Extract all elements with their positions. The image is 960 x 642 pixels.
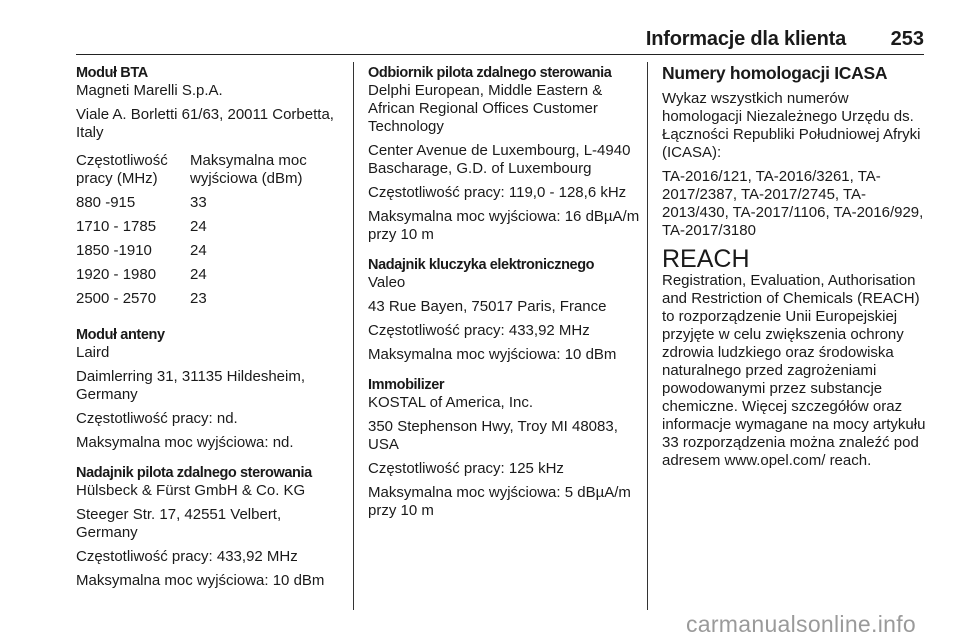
operating-frequency: Częstotliwość pracy: nd. xyxy=(76,410,238,427)
table-row xyxy=(76,266,346,290)
table-row xyxy=(76,194,346,218)
reach-text: Registration, Evaluation, Authorisation and Restriction of Chemicals (REACH) to rozporządzenie Unii Europejskiej przyjęte w celu zwiększenia ochrony zdrowia ludzkiego oraz środowiska naturalnego przed zagrożeniami powodowanymi przez substancje chemiczne. Więcej szczegółów oraz informacje wymagane na mocy artykułu 33 rozporządzenia można znaleźć pod adresem www.opel.com/ reach. xyxy=(662,272,926,469)
company-address: 43 Rue Bayen, 75017 Paris, France xyxy=(368,298,607,315)
section-bta-module xyxy=(76,64,346,314)
section-heading: Immobilizer xyxy=(368,377,445,393)
table-cell: 24 xyxy=(190,218,207,235)
table-header-row xyxy=(76,152,346,194)
table-cell: 33 xyxy=(190,194,207,211)
column-divider-2 xyxy=(647,62,648,610)
table-cell: 23 xyxy=(190,290,207,307)
operating-frequency: Częstotliwość pracy: 433,92 MHz xyxy=(368,322,590,339)
column-divider-1 xyxy=(353,62,354,610)
section-heading: Nadajnik kluczyka elektronicznego xyxy=(368,257,595,273)
section-antenna-module xyxy=(76,326,346,452)
watermark: carmanualsonline.info xyxy=(685,611,916,637)
section-heading: Odbiornik pilota zdalnego sterowania xyxy=(368,65,612,81)
company-address: 350 Stephenson Hwy, Troy MI 48083, USA xyxy=(368,418,618,453)
max-output-power: Maksymalna moc wyjściowa: 10 dBm xyxy=(368,346,617,363)
max-output-power: Maksymalna moc wyjściowa: 16 dBµA/m przy 10 m xyxy=(368,208,640,243)
max-output-power: Maksymalna moc wyjściowa: 5 dBµA/m przy 10 m xyxy=(368,484,631,519)
icasa-intro: Wykaz wszystkich numerów homologacji Niezależnego Urzędu ds. Łączności Republiki Południowej Afryki (ICASA): xyxy=(662,90,921,161)
icasa-numbers: TA-2016/121, TA-2016/3261, TA-2017/2387, TA-2017/2745, TA-2013/430, TA-2017/1106, TA-2016/929, TA-2017/3180 xyxy=(662,168,924,239)
table-row xyxy=(76,242,346,266)
company-name: Hülsbeck & Fürst GmbH & Co. KG xyxy=(76,482,306,499)
section-remote-transmitter xyxy=(76,464,346,590)
page-title: Informacje dla klienta xyxy=(645,28,846,50)
table-cell: 1710 - 1785 xyxy=(76,218,157,235)
page-number: 253 xyxy=(890,28,924,50)
section-immobilizer xyxy=(368,376,640,520)
operating-frequency: Częstotliwość pracy: 119,0 - 128,6 kHz xyxy=(368,184,627,201)
column-right xyxy=(662,64,932,476)
table-header-cell: Częstotliwość pracy (MHz) xyxy=(76,152,168,187)
column-middle xyxy=(368,64,640,532)
frequency-power-table xyxy=(76,152,346,314)
company-address: Viale A. Borletti 61/63, 20011 Corbetta, Italy xyxy=(76,106,334,141)
reach-heading: REACH xyxy=(662,245,750,273)
table-row xyxy=(76,218,346,242)
max-output-power: Maksymalna moc wyjściowa: nd. xyxy=(76,434,294,451)
icasa-heading: Numery homologacji ICASA xyxy=(662,63,888,83)
operating-frequency: Częstotliwość pracy: 125 kHz xyxy=(368,460,564,477)
company-name: Delphi European, Middle Eastern & African Regional Offices Customer Technology xyxy=(368,82,603,135)
table-cell: 1850 -1910 xyxy=(76,242,152,259)
column-left xyxy=(76,64,346,602)
company-address: Center Avenue de Luxembourg, L-4940 Bascharage, G.D. of Luxembourg xyxy=(368,142,631,177)
section-key-transmitter xyxy=(368,256,640,364)
table-header-cell: Maksymalna moc wyjściowa (dBm) xyxy=(190,152,307,187)
table-cell: 880 -915 xyxy=(76,194,136,211)
page-header xyxy=(76,28,924,55)
section-heading: Moduł anteny xyxy=(76,327,165,343)
company-name: Valeo xyxy=(368,274,406,291)
company-address: Daimlerring 31, 31135 Hildesheim, Germany xyxy=(76,368,305,403)
section-remote-receiver xyxy=(368,64,640,244)
table-cell: 24 xyxy=(190,266,207,283)
company-name: KOSTAL of America, Inc. xyxy=(368,394,534,411)
company-name: Laird xyxy=(76,344,110,361)
max-output-power: Maksymalna moc wyjściowa: 10 dBm xyxy=(76,572,325,589)
table-cell: 24 xyxy=(190,242,207,259)
table-row xyxy=(76,290,346,314)
section-heading: Nadajnik pilota zdalnego sterowania xyxy=(76,465,312,481)
table-cell: 1920 - 1980 xyxy=(76,266,157,283)
operating-frequency: Częstotliwość pracy: 433,92 MHz xyxy=(76,548,298,565)
company-name: Magneti Marelli S.p.A. xyxy=(76,82,223,99)
company-address: Steeger Str. 17, 42551 Velbert, Germany xyxy=(76,506,282,541)
table-cell: 2500 - 2570 xyxy=(76,290,157,307)
section-heading: Moduł BTA xyxy=(76,65,148,81)
